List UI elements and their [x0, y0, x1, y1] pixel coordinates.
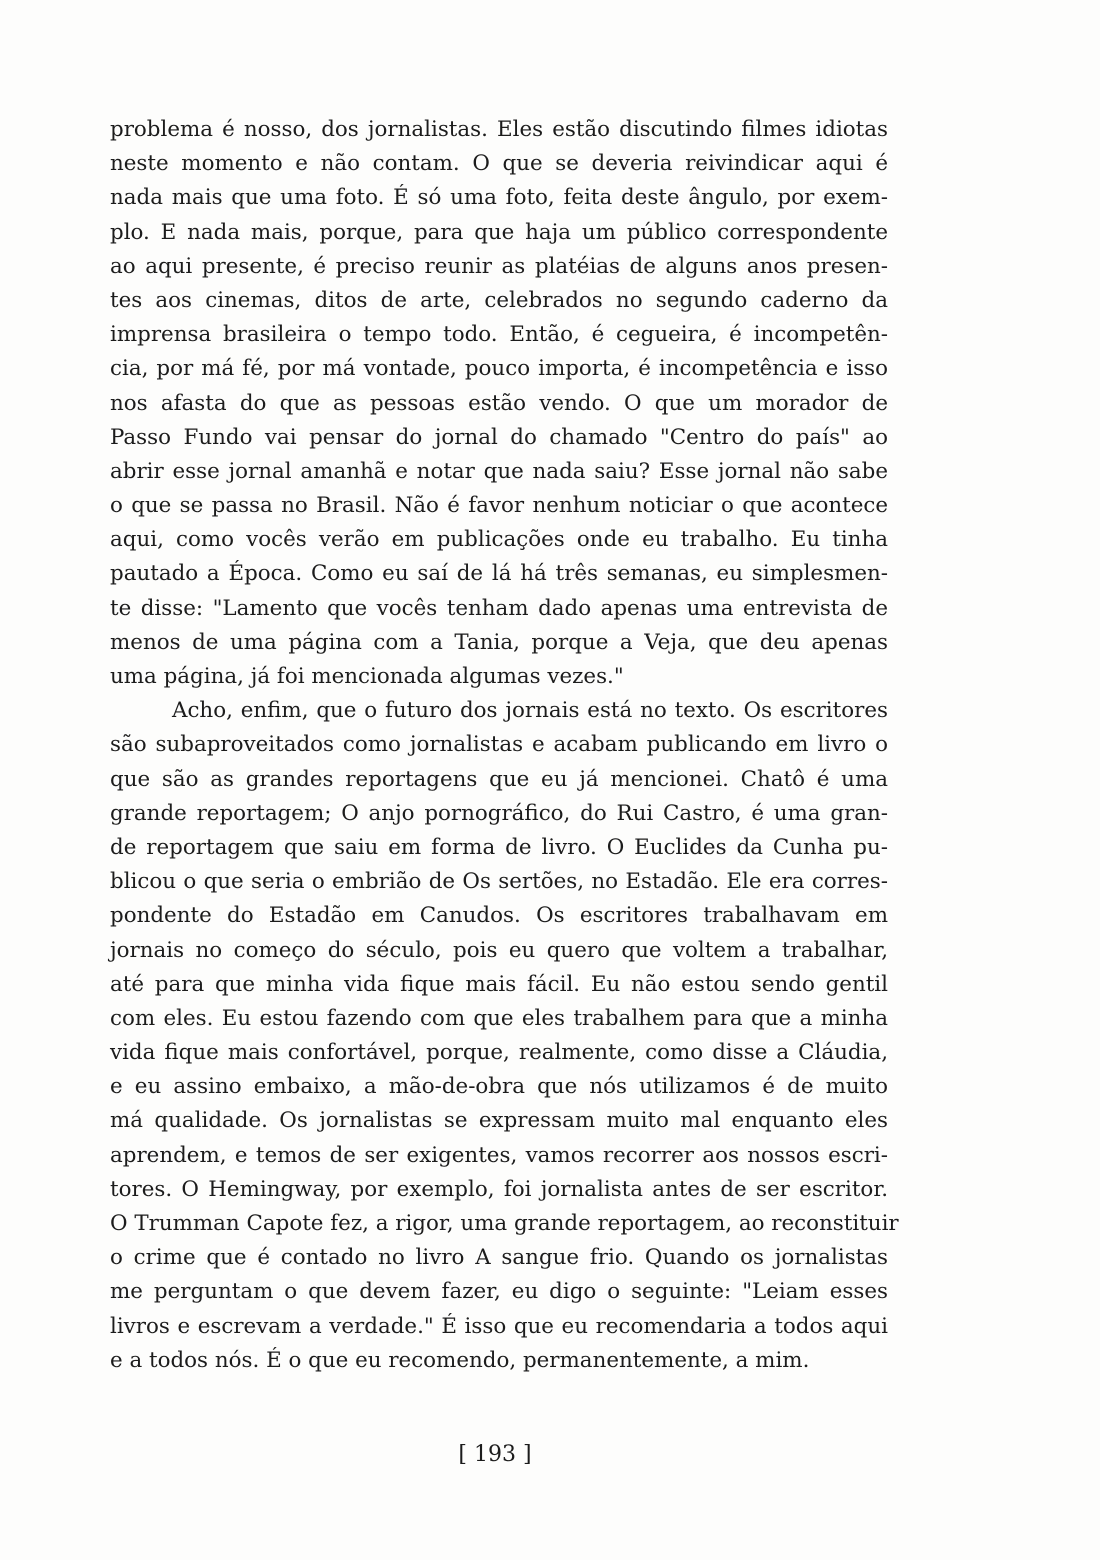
text-line: nos afasta do que as pessoas estão vendo. O que um morador de [110, 390, 888, 416]
text-line: imprensa brasileira o tempo todo. Então, é cegueira, é incompetên- [110, 322, 888, 348]
text-line: menos de uma página com a Tania, porque a Veja, que deu apenas [110, 629, 888, 655]
text-line: pautado a Época. Como eu saí de lá há três semanas, eu simplesmen- [110, 561, 888, 587]
text-line: tores. O Hemingway, por exemplo, foi jornalista antes de ser escritor. [110, 1176, 888, 1202]
text-line: e eu assino embaixo, a mão-de-obra que nós utilizamos é de muito [110, 1074, 888, 1100]
text-line: Acho, enfim, que o futuro dos jornais está no texto. Os escritores [172, 698, 888, 724]
text-line: aprendem, e temos de ser exigentes, vamos recorrer aos nossos escri- [110, 1142, 888, 1168]
text-line: O Trumman Capote fez, a rigor, uma grande reportagem, ao reconstituir [110, 1211, 899, 1236]
text-line: e a todos nós. É o que eu recomendo, permanentemente, a mim. [110, 1347, 810, 1373]
text-line: ao aqui presente, é preciso reunir as platéias de alguns anos presen- [110, 253, 888, 279]
text-line: nada mais que uma foto. É só uma foto, feita deste ângulo, por exem- [110, 185, 888, 211]
text-line: grande reportagem; O anjo pornográfico, do Rui Castro, é uma gran- [110, 800, 888, 826]
text-line: são subaproveitados como jornalistas e acabam publicando em livro o [110, 732, 888, 758]
text-line: me perguntam o que devem fazer, eu digo o seguinte: "Leiam esses [110, 1279, 888, 1305]
text-line: livros e escrevam a verdade." É isso que eu recomendaria a todos aqui [110, 1313, 888, 1339]
paragraph-2 [110, 694, 899, 1378]
text-line: com eles. Eu estou fazendo com que eles trabalhem para que a minha [110, 1005, 888, 1031]
paragraph-1 [110, 113, 888, 694]
text-line: pondente do Estadão em Canudos. Os escritores trabalhavam em [110, 903, 888, 929]
text-line: aqui, como vocês verão em publicações onde eu trabalho. Eu tinha [110, 527, 888, 553]
text-line: blicou o que seria o embrião de Os sertões, no Estadão. Ele era corres- [110, 869, 888, 895]
text-line: plo. E nada mais, porque, para que haja um público correspondente [110, 219, 888, 245]
text-line: Passo Fundo vai pensar do jornal do chamado "Centro do país" ao [110, 424, 888, 450]
text-line: problema é nosso, dos jornalistas. Eles estão discutindo filmes idiotas [110, 117, 888, 142]
text-line: que são as grandes reportagens que eu já mencionei. Chatô é uma [110, 766, 888, 792]
text-line: cia, por má fé, por má vontade, pouco importa, é incompetência e isso [110, 356, 888, 382]
text-line: abrir esse jornal amanhã e notar que nada saiu? Esse jornal não sabe [110, 458, 888, 484]
text-line: o crime que é contado no livro A sangue frio. Quando os jornalistas [110, 1245, 888, 1271]
text-line: jornais no começo do século, pois eu quero que voltem a trabalhar, [110, 937, 888, 963]
text-line: vida fique mais confortável, porque, realmente, como disse a Cláudia, [110, 1040, 888, 1066]
text-line: neste momento e não contam. O que se deveria reivindicar aqui é [110, 151, 888, 177]
text-line: uma página, já foi mencionada algumas vezes." [110, 664, 624, 689]
text-line: má qualidade. Os jornalistas se expressam muito mal enquanto eles [110, 1108, 888, 1134]
body-text [110, 113, 899, 1378]
text-line: tes aos cinemas, ditos de arte, celebrados no segundo caderno da [110, 287, 888, 313]
page-number: [ 193 ] [458, 1442, 532, 1467]
text-line: te disse: "Lamento que vocês tenham dado apenas uma entrevista de [110, 595, 888, 621]
text-line: até para que minha vida fique mais fácil. Eu não estou sendo gentil [110, 971, 888, 997]
text-line: de reportagem que saiu em forma de livro. O Euclides da Cunha pu- [110, 834, 888, 860]
text-line: o que se passa no Brasil. Não é favor nenhum noticiar o que acontece [110, 493, 888, 519]
